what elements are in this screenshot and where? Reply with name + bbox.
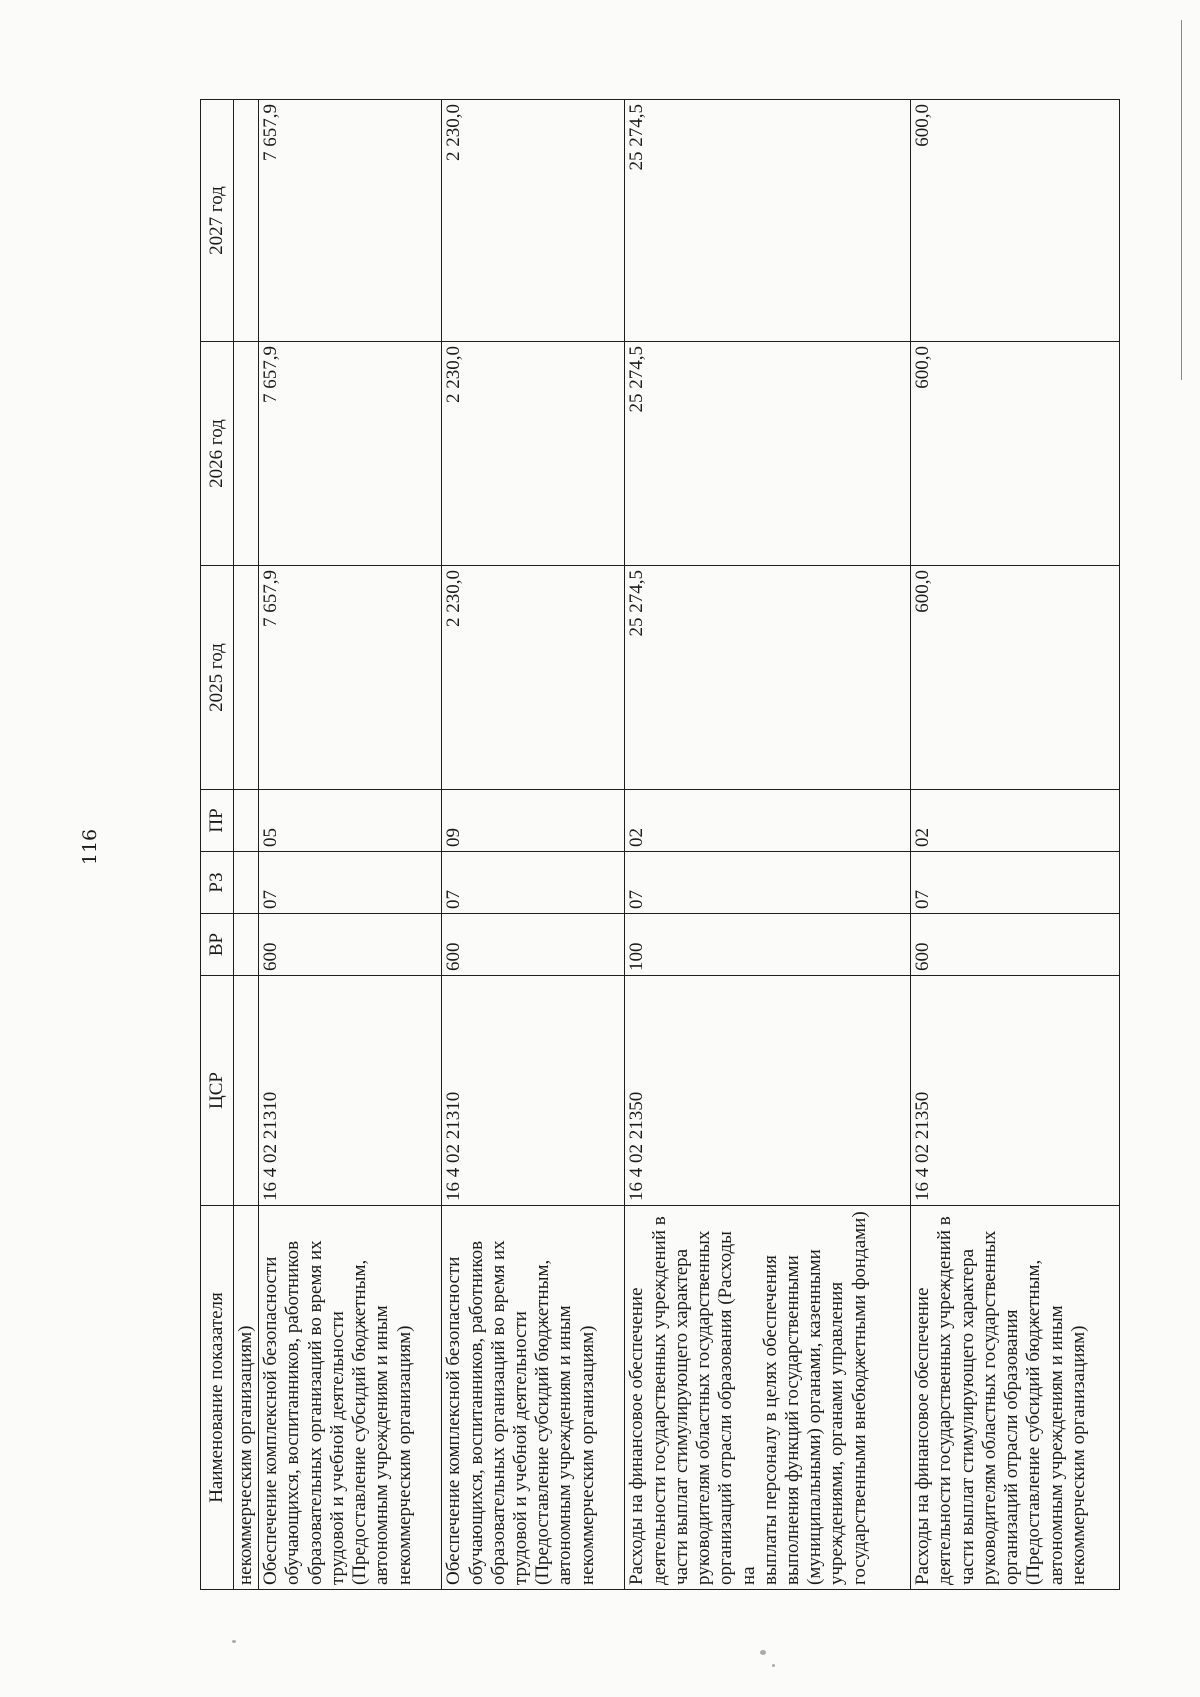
row-2027: 25 274,5 [625,100,911,342]
scan-edge-mark [1181,20,1183,380]
name-line: автономным учреждениям и иным [371,1305,393,1585]
scan-speck [760,1650,766,1655]
name-line: организаций отрасли образования [1001,1309,1023,1585]
name-line: части выплат стимулирующего характера [670,1248,692,1585]
name-line: образовательных организаций во время их [304,1240,326,1585]
row-2027: 600,0 [911,100,1120,342]
row-2025: 25 274,5 [625,566,911,790]
name-line: выполнения функций государственными [781,1255,803,1585]
header-2027: 2027 год [201,100,234,342]
row-rz: 07 [259,852,442,914]
row-vr: 600 [259,914,442,976]
row-2025: 7 657,9 [259,566,442,790]
budget-table [200,99,1120,1590]
row-2027: 2 230,0 [442,100,625,342]
row-2025: 2 230,0 [442,566,625,790]
row-name [911,1206,1120,1590]
name-line: (Предоставление субсидий бюджетным, [532,1259,554,1585]
row-csr: 16 4 02 21310 [259,976,442,1206]
table-row [625,100,911,1590]
table-row [259,100,442,1590]
name-line: Расходы на финансовое обеспечение [626,1287,648,1585]
row-2026: 25 274,5 [625,342,911,566]
rotated-table-wrapper [200,100,1120,1590]
name-line: Обеспечение комплексной безопасности [260,1256,282,1585]
row-vr: 600 [911,914,1120,976]
header-rz: РЗ [201,852,234,914]
name-line: Расходы на финансовое обеспечение [912,1287,934,1585]
name-line: обучающихся, воспитанников, работников [282,1240,304,1585]
row-rz: 07 [911,852,1120,914]
row-name [625,1206,911,1590]
name-line: деятельности государственных учреждений в [934,1216,956,1585]
row-name [442,1206,625,1590]
name-line: деятельности государственных учреждений в [648,1216,670,1585]
row-vr: 100 [625,914,911,976]
header-pr: ПР [201,790,234,852]
row-2026: 2 230,0 [442,342,625,566]
row-csr: 16 4 02 21350 [625,976,911,1206]
name-line: руководителям областных государственных [693,1230,715,1585]
name-line: некоммерческим организациям) [1067,1325,1089,1585]
header-name: Наименование показателя [201,1206,234,1590]
name-line: трудовой и учебной деятельности [326,1311,348,1585]
name-line: руководителям областных государственных [978,1230,1000,1585]
row-pr: 05 [259,790,442,852]
name-line: выплаты персоналу в целях обеспечения [759,1255,781,1585]
name-line: государственными внебюджетными фондами) [848,1211,870,1585]
name-line: некоммерческим организациям) [393,1325,415,1585]
name-line: учреждениями, органами управления [826,1281,848,1585]
name-line: (Предоставление субсидий бюджетным, [1023,1259,1045,1585]
row-2025: 600,0 [911,566,1120,790]
name-line: (Предоставление субсидий бюджетным, [349,1259,371,1585]
continuation-row [234,100,259,1590]
name-line: организаций отрасли образования (Расходы на [715,1231,759,1585]
row-name [259,1206,442,1590]
name-line: трудовой и учебной деятельности [509,1311,531,1585]
row-csr: 16 4 02 21310 [442,976,625,1206]
continuation-text: некоммерческим организациям) [234,1206,259,1590]
table-row [911,100,1120,1590]
name-line: Обеспечение комплексной безопасности [443,1256,465,1585]
row-2026: 600,0 [911,342,1120,566]
name-line: некоммерческим организациям) [576,1325,598,1585]
row-vr: 600 [442,914,625,976]
table-row [442,100,625,1590]
name-line: образовательных организаций во время их [487,1240,509,1585]
name-line: обучающихся, воспитанников, работников [465,1240,487,1585]
name-line: автономным учреждениям и иным [554,1305,576,1585]
row-rz: 07 [442,852,625,914]
name-line: автономным учреждениям и иным [1045,1305,1067,1585]
name-line: (муниципальными) органами, казенными [804,1249,826,1585]
name-line: части выплат стимулирующего характера [956,1248,978,1585]
row-rz: 07 [625,852,911,914]
header-2026: 2026 год [201,342,234,566]
page-number: 116 [79,828,101,866]
header-vr: ВР [201,914,234,976]
row-2026: 7 657,9 [259,342,442,566]
table-header-row [201,100,234,1590]
row-pr: 02 [911,790,1120,852]
scan-speck [232,1640,236,1643]
row-pr: 09 [442,790,625,852]
row-pr: 02 [625,790,911,852]
header-csr: ЦСР [201,976,234,1206]
row-csr: 16 4 02 21350 [911,976,1120,1206]
scan-speck [772,1664,775,1667]
header-2025: 2025 год [201,566,234,790]
row-2027: 7 657,9 [259,100,442,342]
